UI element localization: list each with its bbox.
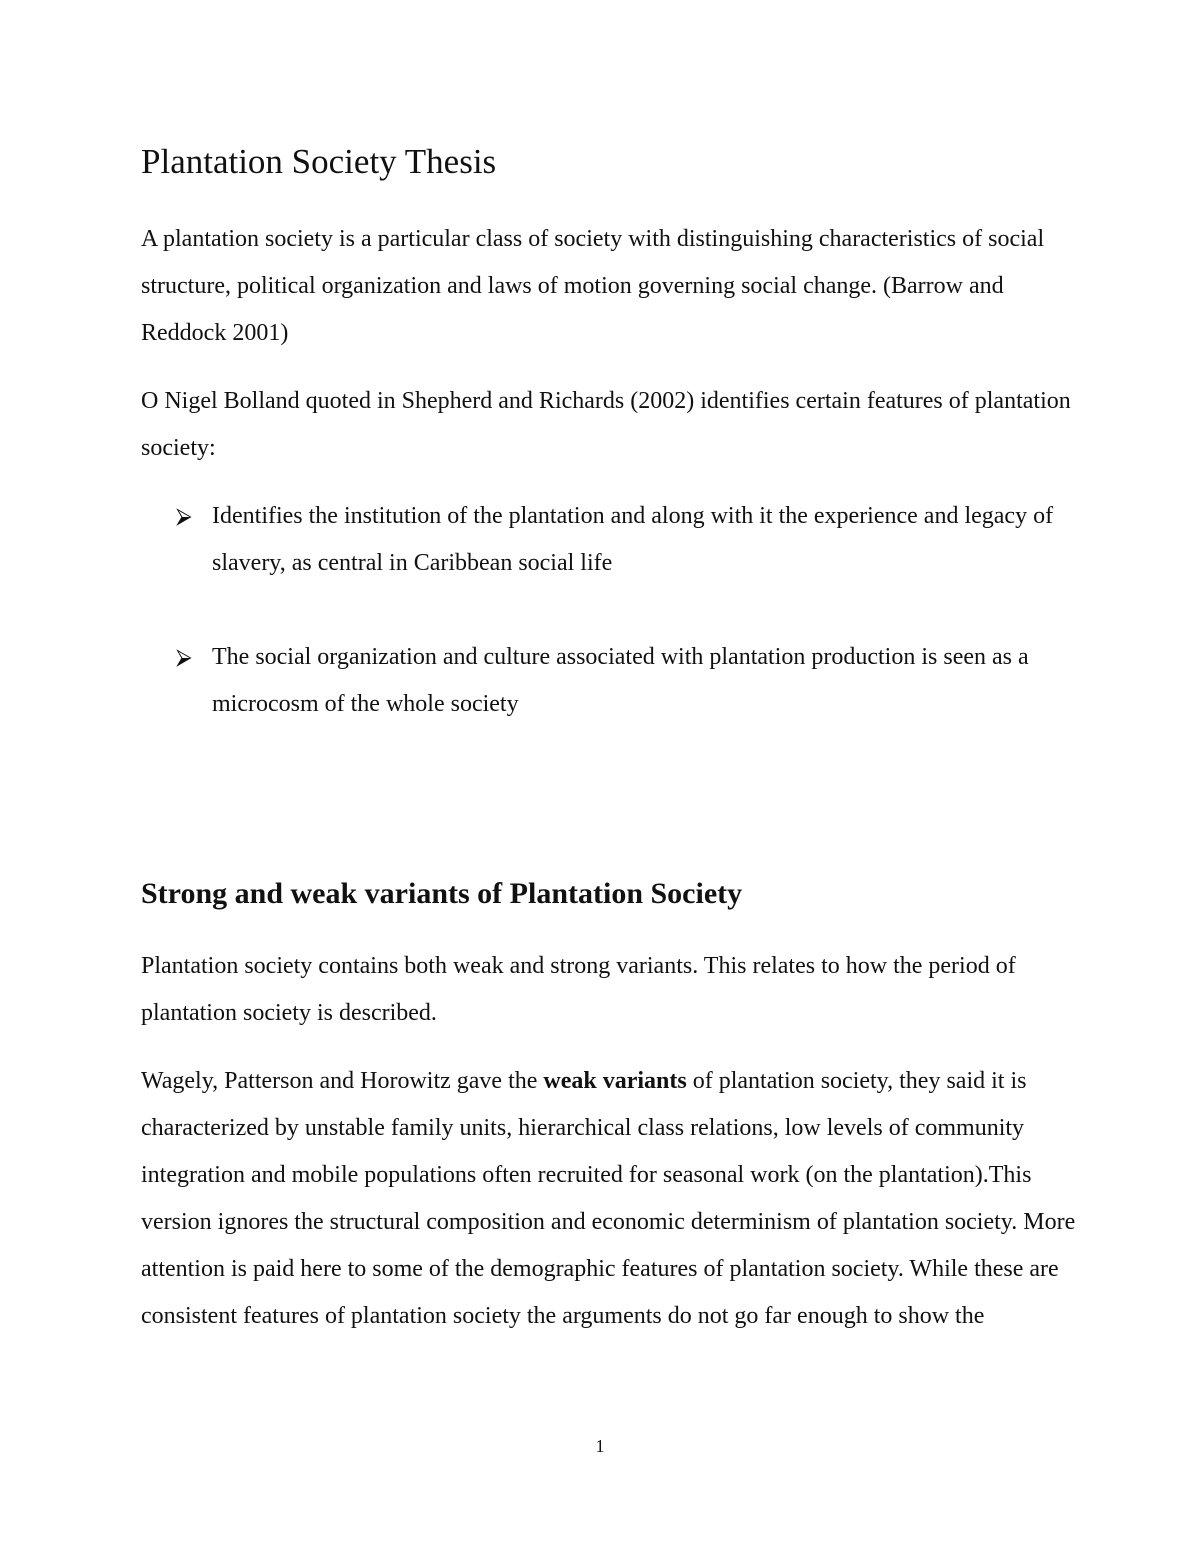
bold-term-weak-variants: weak variants — [543, 1068, 687, 1094]
list-item-text: The social organization and culture associated with plantation production is seen as a microcosm of the whole society — [212, 644, 1029, 717]
page-title: Plantation Society Thesis — [141, 142, 497, 181]
paragraph-text-rest: of plantation society, they said it is characterized by unstable family units, hierarchical class relations, low levels of community integration and mobile populations often recruited for seasonal work (on the plantation).This version ignores the structural composition and economic determinism of plantation society. More attention is paid here to some of the demographic features of plantation society. While these are consistent features of plantation society the arguments do not go far enough to show the — [141, 1068, 1076, 1329]
list-item-text: Identifies the institution of the plantation and along with it the experience and legacy of slavery, as central in Caribbean social life — [212, 503, 1054, 576]
section-heading: Strong and weak variants of Plantation Society — [141, 877, 743, 910]
paragraph-text-start: Wagely, Patterson and Horowitz gave the — [141, 1068, 544, 1094]
list-item — [176, 493, 1066, 587]
weak-variants-paragraph — [141, 1058, 1081, 1340]
list-item — [176, 634, 1066, 728]
variants-intro-paragraph: Plantation society contains both weak and strong variants. This relates to how the period of plantation society is described. — [141, 953, 1016, 1026]
arrowhead-bullet-icon: ⮚ — [176, 645, 192, 670]
definition-paragraph: A plantation society is a particular class of society with distinguishing characteristics of social structure, political organization and laws of motion governing social change. (Barrow and Reddock 2001) — [141, 226, 1045, 346]
arrowhead-bullet-icon: ⮚ — [176, 504, 192, 529]
page-number: 1 — [595, 1436, 605, 1456]
bolland-intro-paragraph: O Nigel Bolland quoted in Shepherd and Richards (2002) identifies certain features of plantation society: — [141, 388, 1071, 461]
